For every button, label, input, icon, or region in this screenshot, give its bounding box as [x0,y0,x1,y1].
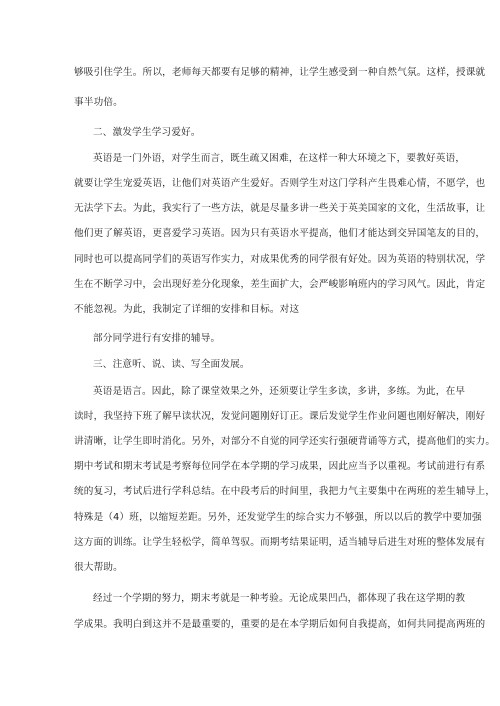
paragraph-line: 不能忽视。为此，我制定了详细的安排和目标。对这 [74,304,300,315]
paragraph-line: 英语是语言。因此，除了课堂效果之外，还须要让学生多读，多讲，多练。为此，在早 [93,386,466,397]
paragraph-line: 这方面的训练。让学生轻松学，简单驾驭。而期考结果证明，适当辅导后进生对班的整体发展有 [74,537,486,548]
paragraph-line: 期中考试和期末考试是考察每位同学在本学期的学习成果，因此应当予以重视。考试前进行有系 [74,461,486,472]
paragraph-line: 他们更了解英语，更喜爱学习英语。因为只有英语水平提高，他们才能达到交异国笔友的目的， [74,228,486,239]
paragraph-line: 就要让学生宠爱英语，让他们对英语产生爱好。否则学生对这门学科产生畏难心情，不愿学，也 [74,178,486,189]
paragraph-line: 够吸引住学生。所以，老师每天都要有足够的精神，让学生感受到一种自然气氛。这样，授课就 [74,67,486,78]
paragraph-line: 很大帮助。 [74,562,123,573]
paragraph-line: 经过一个学期的努力，期末考就是一种考验。无论成果凹凸，都体现了我在这学期的教 [93,593,466,604]
paragraph-line: 统的复习，考试后进行学科总结。在中段考后的时间里，我把力气主要集中在两班的差生辅导上， [74,486,496,497]
paragraph-line: 学成果。我明白到这并不是最重要的，重要的是在本学期后如何自我提高，如何共同提高两班的 [74,619,486,630]
paragraph-line: 事半功倍。 [74,97,123,108]
paragraph-line: 讲清晰，让学生即时消化。另外，对部分不自觉的同学还实行强硬背诵等方式，提高他们的实力。 [74,436,496,447]
paragraph-line: 同时也可以提高同学们的英语写作实力，对成果优秀的同学很有好处。因为英语的特别状况，学 [74,254,486,265]
paragraph-line: 英语是一门外语，对学生而言，既生疏又困难，在这样一种大环境之下，要教好英语， [93,153,466,164]
section-heading: 二、激发学生学习爱好。 [93,127,201,138]
paragraph-line: 读时，我坚持下班了解早读状况，发觉问题刚好订正。课后发觉学生作业问题也刚好解决，刚好 [74,411,486,422]
section-heading: 三、注意听、说、读、写全面发展。 [93,359,250,370]
paragraph-line: 特殊是（4）班，以缩短差距。另外，还发觉学生的综合实力不够强，所以以后的教学中要加强 [74,512,482,523]
paragraph-line: 部分同学进行有安排的辅导。 [93,333,221,344]
paragraph-line: 生在不断学习中，会出现好差分化现象，差生面扩大，会严峻影响班内的学习风气。因此，肯定 [74,279,486,290]
paragraph-line: 无法学下去。为此，我实行了一些方法，就是尽量多讲一些关于英美国家的文化，生活故事，让 [74,203,486,214]
